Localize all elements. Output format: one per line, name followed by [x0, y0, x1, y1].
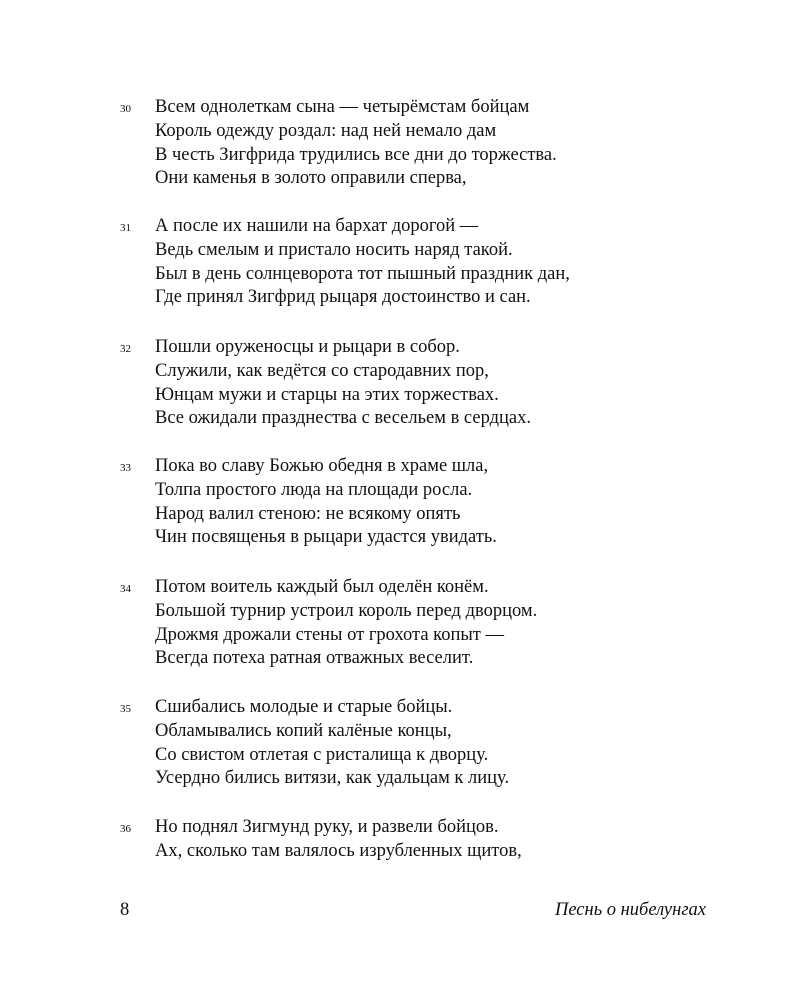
verse-line: Король одежду роздал: над ней немало дам	[155, 120, 497, 141]
verse-line: Где принял Зигфрид рыцаря достоинство и сан.	[155, 287, 531, 308]
verse-line: Юнцам мужи и старцы на этих торжествах.	[155, 384, 499, 405]
stanza-lines	[155, 816, 522, 864]
verse-line: Толпа простого люда на площади росла.	[155, 479, 473, 500]
stanza-lines	[155, 215, 570, 310]
verse-line: Пошли оруженосцы и рыцари в собор.	[155, 337, 460, 357]
verse-line: Усердно бились витязи, как удальцам к лицу.	[155, 768, 510, 789]
stanza-number: 31	[120, 222, 131, 234]
verse-line: Потом воитель каждый был оделён конём.	[155, 577, 489, 597]
verse-line: Всем однолеткам сына — четырёмстам бойцам	[155, 97, 530, 117]
verse-line: Служили, как ведётся со стародавних пор,	[155, 360, 489, 381]
verse-line: Сшибались молодые и старые бойцы.	[155, 697, 453, 717]
stanza-lines	[155, 455, 497, 550]
stanza-number: 36	[120, 823, 131, 835]
stanza-lines	[155, 336, 531, 431]
verse-line: Обламывались копий калёные концы,	[155, 720, 452, 741]
verse-line: Народ валил стеною: не всякому опять	[155, 503, 461, 524]
stanza-number: 32	[120, 343, 131, 355]
stanza-lines	[155, 576, 537, 671]
verse-line: Пока во славу Божью обедня в храме шла,	[155, 456, 489, 476]
verse-line: Чин посвященья в рыцари удастся увидать.	[155, 527, 497, 548]
stanza-number: 35	[120, 703, 131, 715]
verse-line: Ах, сколько там валялось изрубленных щитов,	[155, 840, 522, 861]
stanza-lines	[155, 696, 509, 791]
verse-line: Всегда потеха ратная отважных веселит.	[155, 648, 474, 669]
stanza-lines	[155, 96, 557, 191]
verse-line: Но поднял Зигмунд руку, и развели бойцов.	[155, 817, 499, 837]
stanza-number: 30	[120, 103, 131, 115]
page-number: 8	[120, 900, 130, 920]
verse-line: Ведь смелым и пристало носить наряд такой.	[155, 239, 513, 260]
verse-line: В честь Зигфрида трудились все дни до торжества.	[155, 144, 557, 165]
verse-line: Дрожмя дрожали стены от грохота копыт —	[155, 624, 504, 645]
stanza-number: 34	[120, 583, 131, 595]
verse-line: Был в день солнцеворота тот пышный праздник дан,	[155, 263, 570, 284]
stanza-number: 33	[120, 462, 131, 474]
verse-line: Все ожидали празднества с весельем в сердцах.	[155, 408, 531, 429]
verse-line: Большой турнир устроил король перед дворцом.	[155, 600, 538, 621]
running-title: Песнь о нибелунгах	[554, 900, 706, 920]
verse-line: А после их нашили на бархат дорогой —	[155, 216, 479, 236]
verse-line: Со свистом отлетая с ристалища к дворцу.	[155, 744, 489, 765]
verse-line: Они каменья в золото оправили сперва,	[155, 168, 467, 189]
